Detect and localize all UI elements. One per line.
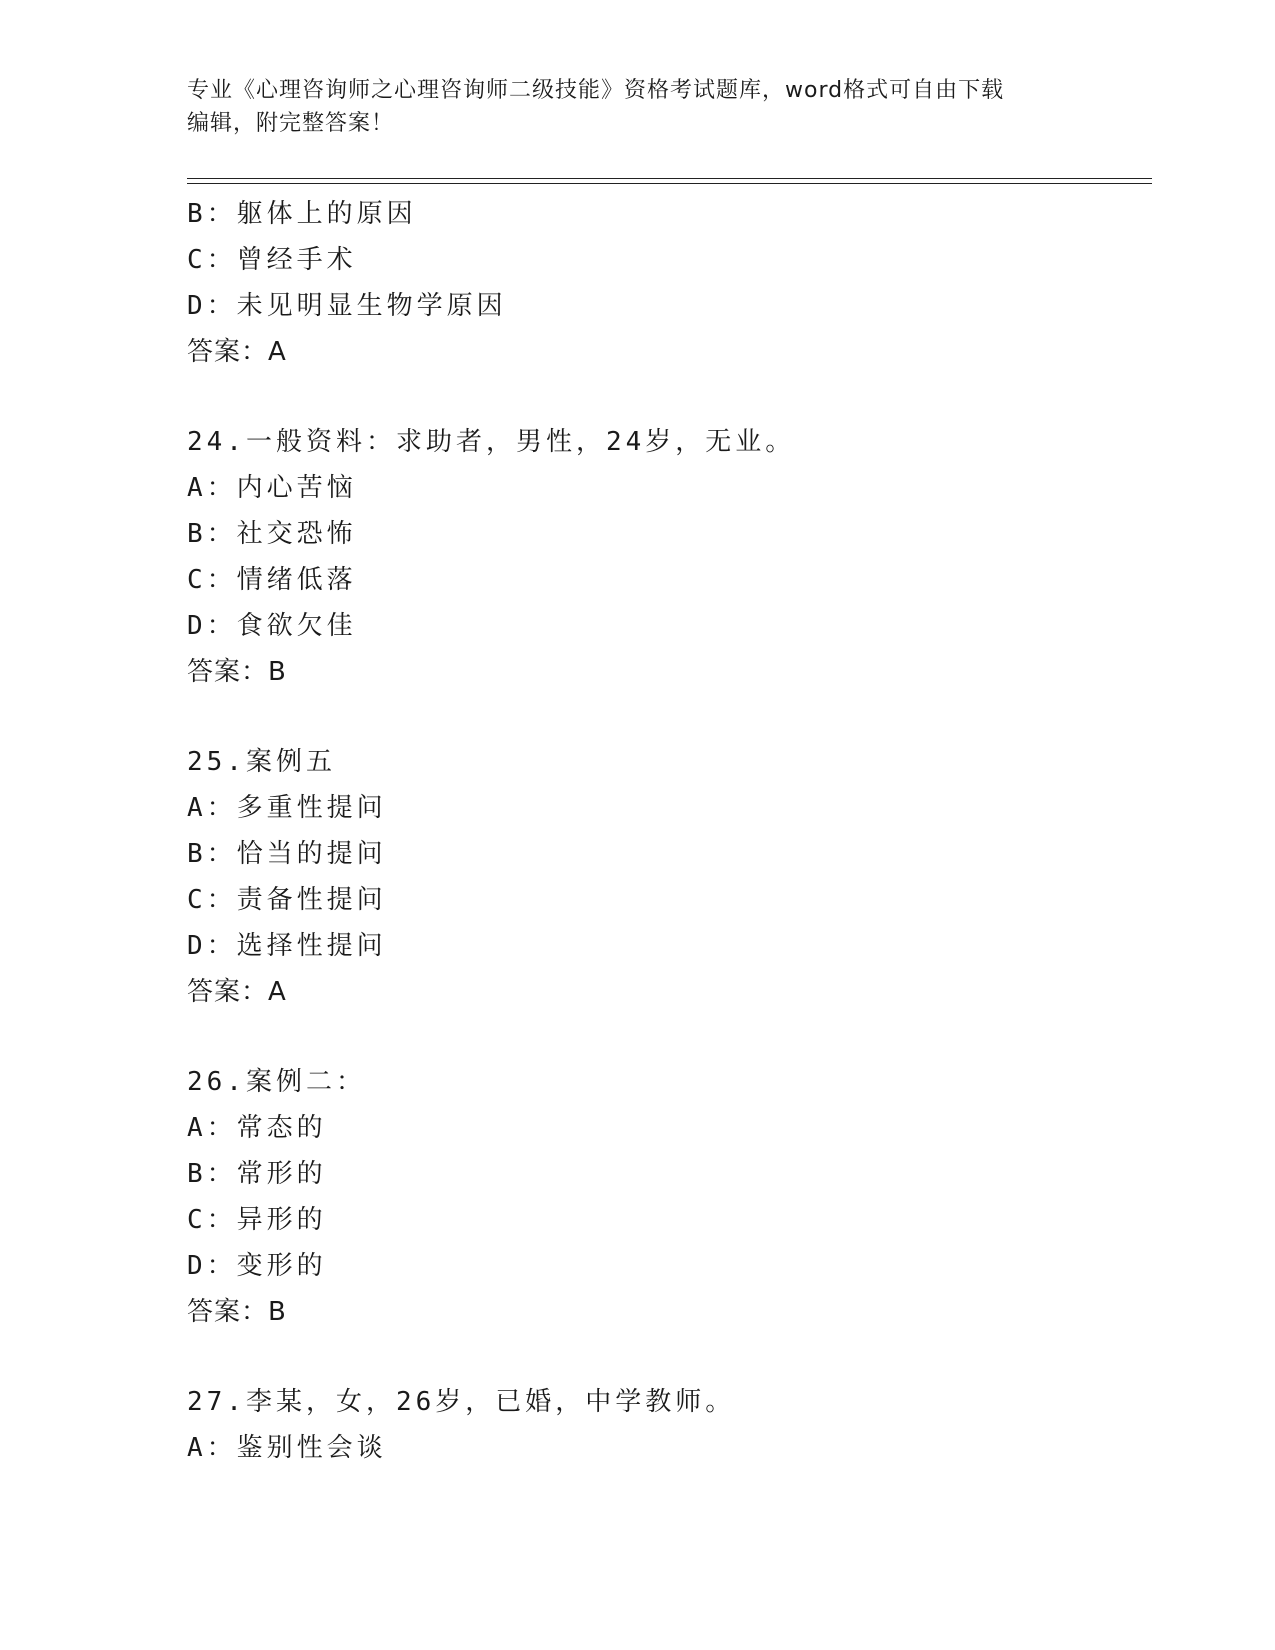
question-block-27: [187, 1379, 1152, 1471]
question-block-26: [187, 1059, 1152, 1335]
answer-line: 答案：A: [187, 977, 287, 1007]
header-divider-top: [187, 178, 1152, 179]
question-stem: 24.一般资料：求助者，男性，24岁，无业。: [187, 427, 796, 457]
option-d: D：未见明显生物学原因: [187, 291, 507, 321]
question-stem: 25.案例五: [187, 747, 336, 777]
option-c: C：曾经手术: [187, 245, 357, 275]
header-line-1: 专业《心理咨询师之心理咨询师二级技能》资格考试题库，word格式可自由下载: [187, 78, 1005, 103]
question-list: [187, 191, 1152, 1471]
option-b: B：常形的: [187, 1159, 327, 1189]
option-d: D：变形的: [187, 1251, 327, 1281]
option-a: A：多重性提问: [187, 793, 387, 823]
option-d: D：选择性提问: [187, 931, 387, 961]
option-b: B：恰当的提问: [187, 839, 387, 869]
option-c: C：情绪低落: [187, 565, 357, 595]
option-b: B：躯体上的原因: [187, 199, 417, 229]
answer-line: 答案：B: [187, 657, 287, 687]
option-a: A：常态的: [187, 1113, 327, 1143]
document-header: [187, 74, 1087, 140]
answer-line: 答案：A: [187, 337, 287, 367]
question-block-25: [187, 739, 1152, 1015]
option-a: A：鉴别性会谈: [187, 1433, 387, 1463]
option-b: B：社交恐怖: [187, 519, 357, 549]
question-stem: 26.案例二：: [187, 1067, 366, 1097]
option-a: A：内心苦恼: [187, 473, 357, 503]
question-block-prev: [187, 191, 1152, 375]
option-c: C：责备性提问: [187, 885, 387, 915]
question-block-24: [187, 419, 1152, 695]
question-stem: 27.李某，女，26岁，已婚，中学教师。: [187, 1387, 736, 1417]
header-divider-bottom: [187, 183, 1152, 184]
answer-line: 答案：B: [187, 1297, 287, 1327]
header-line-2: 编辑，附完整答案！: [187, 111, 395, 136]
option-c: C：异形的: [187, 1205, 327, 1235]
option-d: D：食欲欠佳: [187, 611, 357, 641]
